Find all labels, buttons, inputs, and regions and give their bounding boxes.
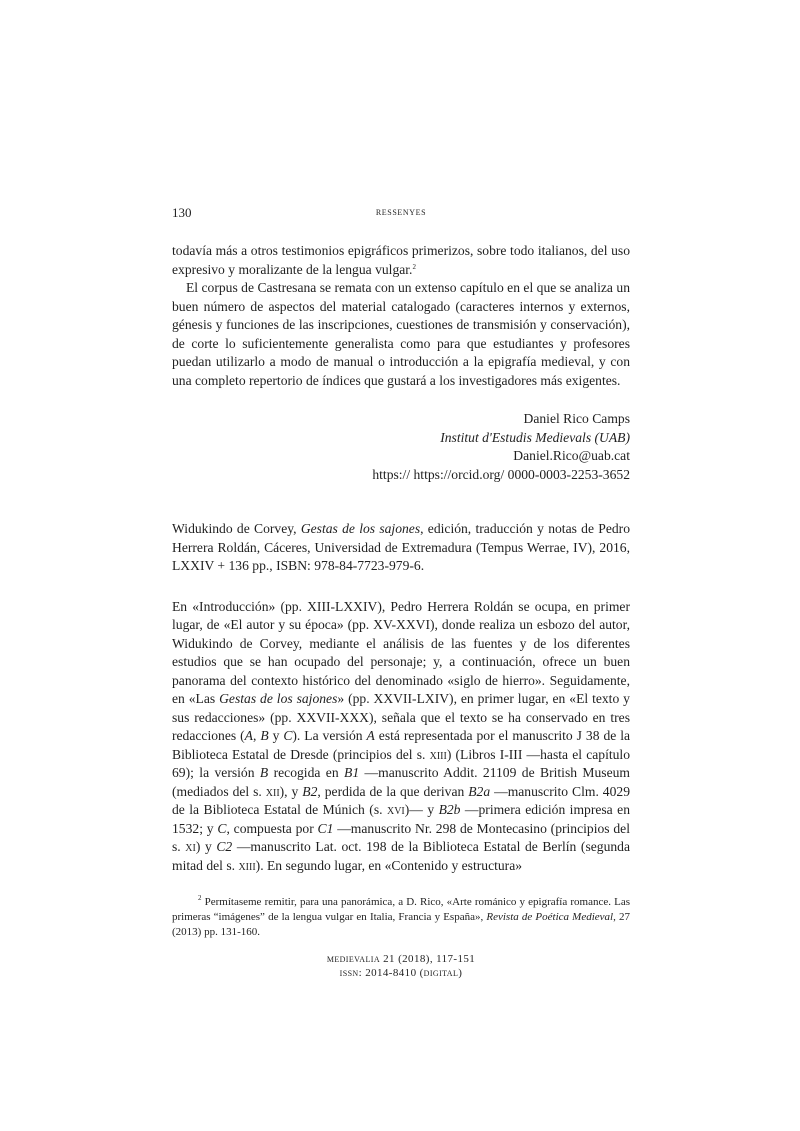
review-continuation — [172, 242, 630, 390]
reviewer-email[interactable]: Daniel.Rico@uab.cat — [513, 448, 630, 463]
reviewer-signature — [172, 410, 630, 484]
page-header — [172, 205, 630, 225]
footnote: $^2$ Permítaseme remitir, para una panorámica, a D. Rico, «Arte románico y epigrafía romance. Las primeras “imágenes” de la lengua vulgar en Italia, Francia y España», Revista de Poética Medieval, 27 (2013) pp. 131-160. — [172, 894, 630, 938]
paragraph: todavía más a otros testimonios epigráficos primerizos, sobre todo italianos, del uso expresivo y moralizante de la lengua vulgar.$^2$ — [172, 243, 630, 277]
book-title: Gestas de los sajones — [300, 521, 421, 536]
page-number: 130 — [172, 205, 192, 220]
footnotes — [172, 895, 630, 940]
reviewer-orcid[interactable]: https:// https://orcid.org/ 0000-0003-2253-3652 — [372, 466, 630, 482]
journal-info — [172, 952, 630, 980]
journal-issn: issn: 2014-8410 (digital) — [339, 967, 463, 979]
journal-citation: medievalia 21 (2018), 117-151 — [326, 953, 476, 965]
reviewer-institution: Institut d'Estudis Medievals (UAB) — [440, 429, 630, 445]
reviewer-name: Daniel Rico Camps — [523, 411, 630, 426]
footnote-ref[interactable]: 2 — [412, 262, 416, 271]
page — [172, 205, 630, 980]
paragraph: El corpus de Castresana se remata con un extenso capítulo en el que se analiza un buen número de aspectos del material catalogado (caracteres internos y externos, génesis y funciones de las inscripciones, cuestiones de transmisión y conservación), de corte lo suficientemente generalista como para que estudiantes y profesores puedan utilizarlo a modo de manual o introducción a la epigrafía medieval, y con una completo repertorio de índices que gustará a los investigadores más exigentes. — [172, 280, 630, 388]
bibliographic-entry: Widukindo de Corvey, Gestas de los sajones, edición, traducción y notas de Pedro Herrera Roldán, Cáceres, Universidad de Extremadura (Tempus Werrae, IV), 2016, LXXIV + 136 pp., ISBN: 978-84-7723-979-6. — [172, 521, 630, 573]
footnote-mark: 2 — [198, 894, 202, 902]
running-head: ressenyes — [375, 206, 427, 218]
review-paragraph: En «Introducción» (pp. XIII-LXXIV), Pedro Herrera Roldán se ocupa, en primer lugar, de «El autor y su época» (pp. XV-XXVI), donde realiza un esbozo del autor, Widukindo de Corvey, mediante el análisis de las fuentes y de los diferentes estudios que se han ocupado del personaje; y, a continuación, ofrece un buen panorama del contexto histórico del denominado «siglo de hierro». Seguidamente, en «Las Gestas de los sajones» (pp. XXVII-LXIV), en primer lugar, en «El texto y sus redacciones» (pp. XXVII-XXX), señala que el texto se ha conservado en tres redacciones (A, B y C). La versión A está representada por el manuscrito J 38 de la Biblioteca Estatal de Dresde (principios del s. xiii) (Libros I-III —hasta el capítulo 69); la versión B recogida en B1 —manuscrito Addit. 21109 de British Museum (mediados del s. xii), y B2, perdida de la que derivan B2a —manuscrito Clm. 4029 de la Biblioteca Estatal de Múnich (s. xvi)— y B2b —primera edición impresa en 1532; y C, compuesta por C1 —manuscrito Nr. 298 de Montecasino (principios del s. xi) y C2 —manuscrito Lat. oct. 198 de la Biblioteca Estatal de Berlín (segunda mitad del s. xiii). En segundo lugar, en «Contenido y estructura» — [172, 598, 631, 873]
